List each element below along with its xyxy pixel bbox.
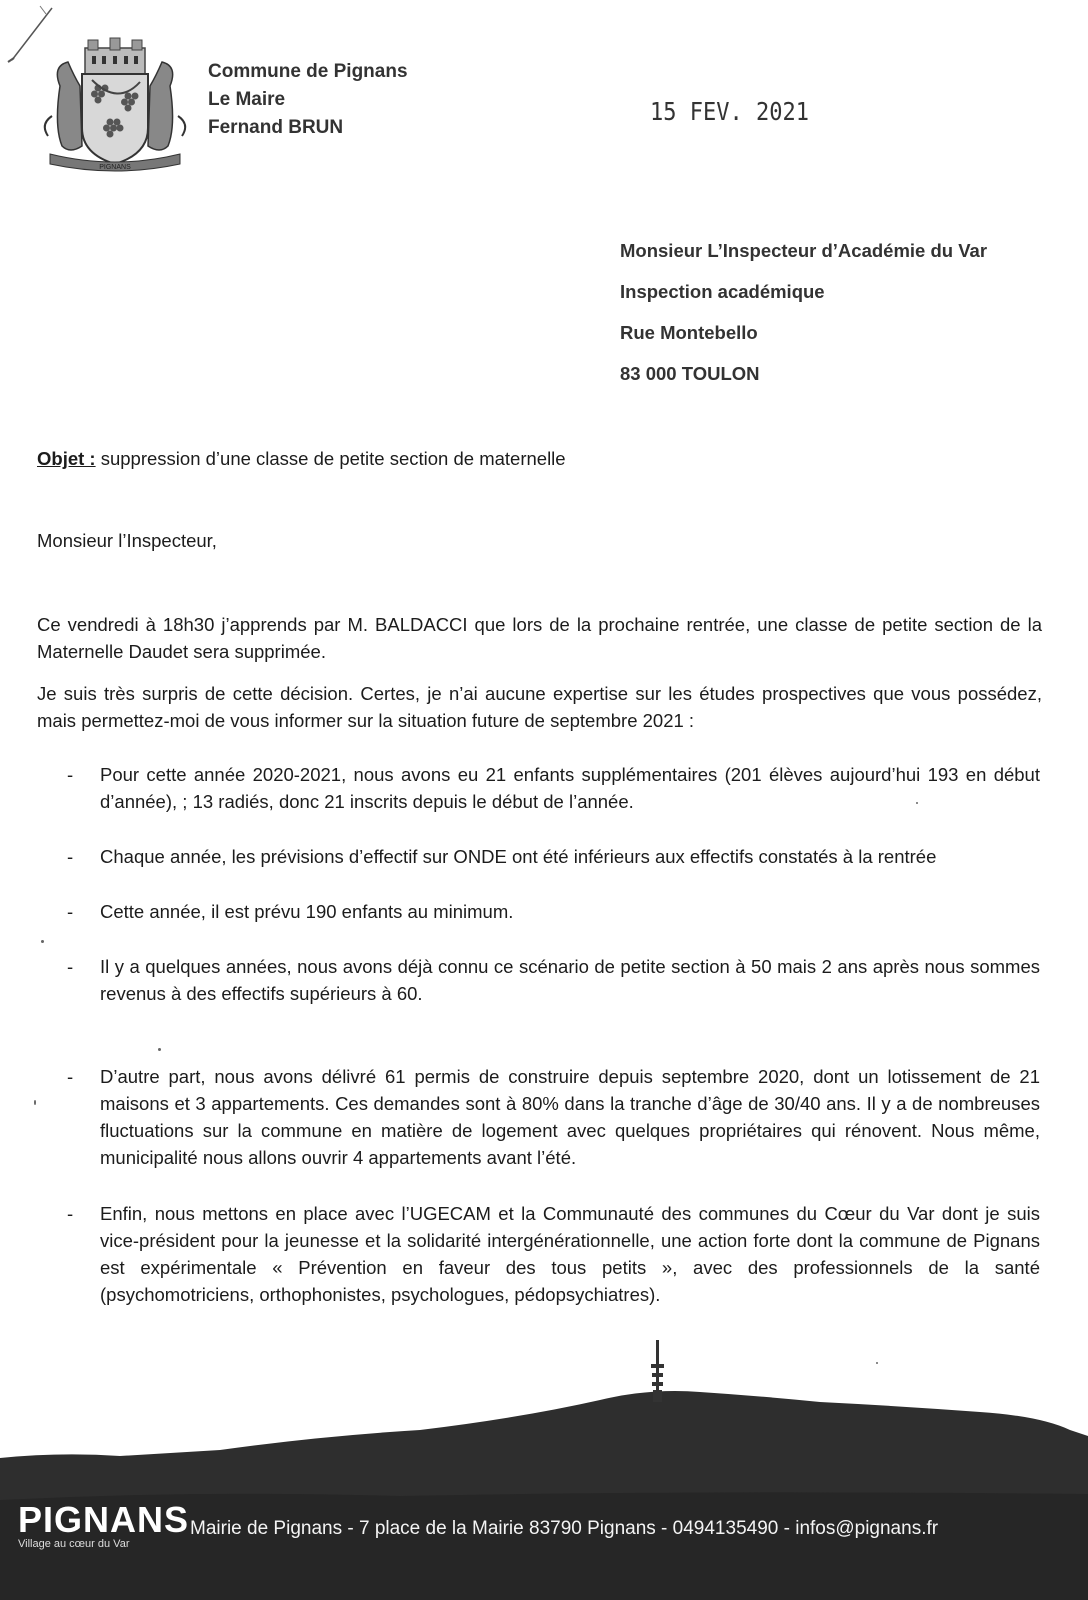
bullet-dash: - bbox=[67, 846, 74, 867]
sender-commune: Commune de Pignans bbox=[208, 61, 408, 82]
bullet-dash: - bbox=[67, 901, 74, 922]
pignans-logo bbox=[18, 1499, 190, 1551]
recipient-line: 83 000 TOULON bbox=[620, 363, 760, 384]
bullet-dash: - bbox=[67, 956, 74, 977]
body-paragraph: Ce vendredi à 18h30 j’apprends par M. BALDACCI que lors de la prochaine rentrée, une classe de petite section de la Maternelle Daudet sera supprimée. bbox=[37, 614, 1042, 662]
subject-line bbox=[37, 448, 566, 470]
salutation: Monsieur l’Inspecteur, bbox=[37, 530, 217, 551]
subject-text: suppression d’une classe de petite section de maternelle bbox=[95, 448, 566, 469]
bullet-text: D’autre part, nous avons délivré 61 permis de construire depuis septembre 2020, dont un lotissement de 21 maisons et 3 appartements. Ces demandes sont à 80% dans la tranche d’âge de 30/40 ans. Il y a de nombreuses fluctuations sur la commune en matière de logement avec quelques propriétaires qui rénovent. Nous même, municipalité nous allons ouvrir 4 appartements avant l’été. bbox=[100, 1066, 1040, 1168]
bullet-text: Il y a quelques années, nous avons déjà connu ce scénario de petite section à 50 mais 2 ans après nous sommes revenus à des effectifs supérieurs à 60. bbox=[100, 956, 1040, 1004]
recipient-line: Rue Montebello bbox=[620, 322, 758, 343]
footer-contact-line: Mairie de Pignans - 7 place de la Mairie 83790 Pignans - 0494135490 - infos@pignans.fr bbox=[190, 1518, 939, 1539]
date-stamp: 15 FEV. 2021 bbox=[650, 98, 809, 127]
bullet-text: Cette année, il est prévu 190 enfants au minimum. bbox=[100, 901, 514, 922]
sender-block bbox=[208, 58, 408, 142]
recipient-line: Inspection académique bbox=[620, 281, 825, 302]
logo-wordmark: PIGNANS bbox=[18, 1499, 190, 1540]
bullet-dash: - bbox=[67, 1066, 74, 1087]
coat-of-arms-icon bbox=[30, 36, 200, 176]
bullet-dash: - bbox=[67, 1203, 74, 1224]
logo-tagline: Village au cœur du Var bbox=[18, 1538, 130, 1550]
hill-silhouette-with-tower-icon bbox=[0, 1340, 1088, 1600]
bullet-text: Pour cette année 2020-2021, nous avons eu 21 enfants supplémentaires (201 élèves aujourd’hui 193 en début d’année), ; 13 radiés, donc 21 inscrits depuis le début de l’année. bbox=[100, 764, 1040, 812]
bullet-dash: - bbox=[67, 764, 74, 785]
bullet-text: Chaque année, les prévisions d’effectif sur ONDE ont été inférieurs aux effectifs constatés à la rentrée bbox=[100, 846, 937, 867]
bullet-text: Enfin, nous mettons en place avec l’UGECAM et la Communauté des communes du Cœur du Var dont je suis vice-président pour la jeunesse et la solidarité intergénérationnelle, une action forte dont la commune de Pignans est expérimentale « Prévention en faveur des tous petits », avec des professionnels de la santé (psychomotriciens, orthophonistes, psychologues, pédopsychiatres). bbox=[100, 1203, 1040, 1305]
sender-name: Fernand BRUN bbox=[208, 117, 344, 138]
subject-label: Objet : bbox=[37, 448, 96, 469]
sender-title: Le Maire bbox=[208, 89, 286, 110]
recipient-line: Monsieur L’Inspecteur d’Académie du Var bbox=[620, 240, 988, 261]
crest-inscription: PIGNANS bbox=[99, 164, 131, 171]
recipient-address bbox=[620, 240, 987, 404]
body-paragraph: Je suis très surpris de cette décision. Certes, je n’ai aucune expertise sur les études prospectives que vous possédez, mais permettez-moi de vous informer sur la situation future de septembre 2021 : bbox=[37, 683, 1042, 731]
